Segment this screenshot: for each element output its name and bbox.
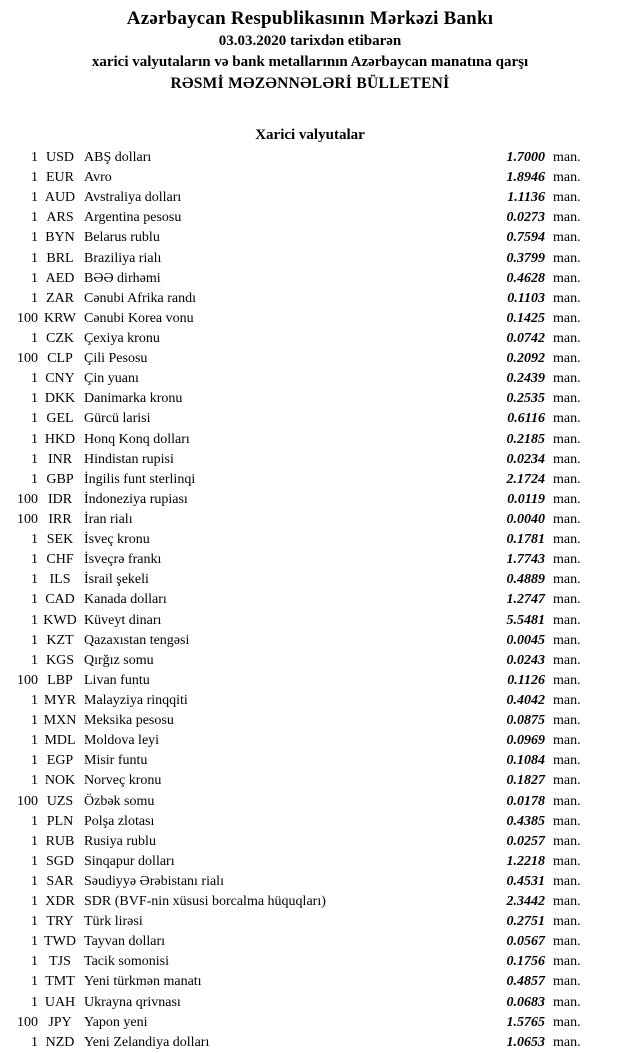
row-unit-label: man. [553,954,581,970]
table-row [0,208,620,228]
row-quantity: 1 [31,552,38,568]
row-currency-name: Tacik somonisi [84,954,169,970]
table-row [0,1013,620,1033]
row-quantity: 1 [31,230,38,246]
row-currency-name: Çexiya kronu [84,330,160,346]
row-rate-value: 0.0040 [506,511,545,527]
table-row [0,530,620,550]
row-unit-label: man. [553,773,581,789]
table-row [0,289,620,309]
row-rate-value: 0.3799 [506,250,545,266]
row-currency-code: AED [45,270,75,286]
row-quantity: 1 [31,1034,38,1050]
row-rate-value: 0.2751 [506,914,545,930]
row-quantity: 100 [17,672,38,688]
row-currency-name: İran rialı [84,511,133,527]
row-unit-label: man. [553,894,581,910]
row-currency-code: IDR [47,491,73,507]
table-row [0,369,620,389]
row-unit-label: man. [553,451,581,467]
row-rate-value: 0.2535 [506,391,545,407]
row-rate-value: 2.1724 [506,471,545,487]
row-unit-label: man. [553,371,581,387]
row-quantity: 100 [17,351,38,367]
row-currency-code: MXN [43,713,77,729]
row-rate-value: 0.0243 [506,652,545,668]
row-currency-code: NOK [44,773,76,789]
table-row [0,389,620,409]
row-quantity: 100 [17,491,38,507]
row-currency-name: ABŞ dolları [84,150,152,165]
row-currency-code: CNY [45,371,75,387]
row-currency-name: SDR (BVF-nin xüsusi borcalma hüquqları) [84,894,326,910]
table-row [0,430,620,450]
row-quantity: 1 [31,290,38,306]
row-currency-code: KWD [43,612,77,628]
row-currency-code: ILS [49,572,71,588]
row-unit-label: man. [553,994,581,1010]
rates-table [0,148,620,1053]
row-currency-name: Rusiya rublu [84,833,156,849]
row-currency-name: Yeni türkmən manatı [84,974,202,990]
row-rate-value: 0.0969 [506,733,545,749]
row-rate-value: 0.0045 [506,632,545,648]
row-quantity: 100 [17,793,38,809]
table-row [0,550,620,570]
row-currency-code: CLP [47,351,73,367]
table-row [0,751,620,771]
row-rate-value: 0.0683 [506,994,545,1010]
row-rate-value: 0.1781 [506,532,545,548]
row-currency-name: Braziliya rialı [84,250,162,266]
row-currency-code: PLN [46,813,74,829]
row-quantity: 1 [31,733,38,749]
row-unit-label: man. [553,813,581,829]
row-rate-value: 0.0273 [506,210,545,226]
row-currency-code: CHF [46,552,74,568]
row-unit-label: man. [553,250,581,266]
row-currency-name: Küveyt dinarı [84,612,162,628]
table-row [0,470,620,490]
table-row [0,510,620,530]
row-currency-name: Misir funtu [84,753,148,769]
row-currency-code: LBP [47,672,73,688]
table-row [0,269,620,289]
row-currency-name: Avstraliya dolları [84,190,182,206]
row-unit-label: man. [553,974,581,990]
row-currency-name: Norveç kronu [84,773,162,789]
row-rate-value: 1.1136 [507,190,545,206]
row-currency-name: Moldova leyi [84,733,160,749]
row-unit-label: man. [553,290,581,306]
row-currency-code: DKK [44,391,76,407]
row-quantity: 1 [31,713,38,729]
row-rate-value: 0.1084 [506,753,545,769]
row-unit-label: man. [553,411,581,427]
table-row [0,912,620,932]
row-currency-name: Ukrayna qrivnası [84,994,181,1010]
row-rate-value: 5.5481 [506,612,545,628]
row-currency-code: MDL [44,733,76,749]
row-currency-name: İngilis funt sterlinqi [84,471,196,487]
row-unit-label: man. [553,351,581,367]
row-currency-code: MYR [44,692,76,708]
row-rate-value: 0.4042 [506,692,545,708]
row-currency-code: ZAR [46,290,74,306]
section-title-foreign-currencies: Xarici valyutalar [255,127,365,143]
row-unit-label: man. [553,652,581,668]
row-unit-label: man. [553,210,581,226]
row-currency-name: Hindistan rupisi [84,451,174,467]
row-unit-label: man. [553,833,581,849]
row-rate-value: 1.8946 [506,170,545,186]
row-quantity: 1 [31,411,38,427]
row-currency-code: GEL [46,411,74,427]
row-rate-value: 1.7743 [506,552,545,568]
table-row [0,611,620,631]
row-rate-value: 0.4857 [506,974,545,990]
row-unit-label: man. [553,632,581,648]
table-row [0,329,620,349]
row-quantity: 1 [31,170,38,186]
subject-line: xarici valyutaların və bank metallarının Azərbaycan manatına qarşı [91,54,529,70]
row-rate-value: 0.7594 [506,230,545,246]
row-currency-code: TRY [46,914,74,930]
bulletin-header [0,0,620,95]
table-row [0,409,620,429]
row-quantity: 1 [31,914,38,930]
row-currency-name: İsveç kronu [84,532,150,548]
row-quantity: 1 [31,150,38,165]
table-row [0,631,620,651]
row-quantity: 1 [31,652,38,668]
row-currency-name: Kanada dolları [84,592,167,608]
row-rate-value: 1.2218 [506,853,545,869]
row-currency-name: Argentina pesosu [84,210,182,226]
row-rate-value: 0.0257 [506,833,545,849]
table-row [0,711,620,731]
row-rate-value: 1.7000 [506,150,545,165]
row-unit-label: man. [553,793,581,809]
row-currency-name: Cənubi Korea vonu [84,310,194,326]
row-unit-label: man. [553,230,581,246]
row-currency-code: UAH [44,994,76,1010]
table-row [0,490,620,510]
row-quantity: 1 [31,371,38,387]
row-rate-value: 0.1425 [506,310,545,326]
row-currency-name: Meksika pesosu [84,713,174,729]
table-row [0,590,620,610]
row-currency-code: BYN [45,230,75,246]
row-currency-name: BƏƏ dirhəmi [84,270,161,286]
table-row [0,972,620,992]
row-currency-name: Danimarka kronu [84,391,183,407]
row-rate-value: 0.2092 [506,351,545,367]
row-currency-name: Malayziya rinqqiti [84,692,188,708]
row-currency-code: BRL [46,250,74,266]
row-unit-label: man. [553,552,581,568]
table-row [0,852,620,872]
row-currency-code: UZS [46,793,74,809]
row-currency-name: Qırğız somu [84,652,154,668]
table-row [0,812,620,832]
row-rate-value: 1.5765 [506,1014,545,1030]
row-unit-label: man. [553,733,581,749]
row-rate-value: 0.0119 [507,491,545,507]
row-unit-label: man. [553,612,581,628]
row-unit-label: man. [553,330,581,346]
row-quantity: 1 [31,974,38,990]
row-unit-label: man. [553,1034,581,1050]
row-currency-name: Honq Konq dolları [84,431,190,447]
row-currency-code: IRR [48,511,72,527]
row-rate-value: 0.1126 [507,672,545,688]
row-currency-code: INR [47,451,73,467]
row-quantity: 1 [31,210,38,226]
row-currency-code: RUB [45,833,75,849]
row-rate-value: 0.2439 [506,371,545,387]
row-quantity: 1 [31,894,38,910]
row-currency-name: İsrail şekeli [84,572,149,588]
row-quantity: 1 [31,451,38,467]
row-currency-name: İsveçrə frankı [84,552,162,568]
row-quantity: 1 [31,270,38,286]
row-quantity: 1 [31,471,38,487]
row-unit-label: man. [553,471,581,487]
row-unit-label: man. [553,491,581,507]
row-currency-name: Səudiyyə Ərəbistanı rialı [84,873,224,889]
row-unit-label: man. [553,310,581,326]
row-quantity: 1 [31,813,38,829]
row-currency-name: Tayvan dolları [84,934,166,950]
row-currency-code: HKD [44,431,76,447]
row-rate-value: 0.1103 [507,290,545,306]
row-rate-value: 0.0178 [506,793,545,809]
row-rate-value: 0.0742 [506,330,545,346]
row-rate-value: 1.2747 [506,592,545,608]
row-currency-name: Özbək somu [84,793,155,809]
row-quantity: 1 [31,592,38,608]
table-row [0,651,620,671]
row-unit-label: man. [553,1014,581,1030]
row-rate-value: 0.0234 [506,451,545,467]
row-currency-name: Sinqapur dolları [84,853,175,869]
table-row [0,1033,620,1053]
row-unit-label: man. [553,532,581,548]
row-unit-label: man. [553,914,581,930]
row-currency-code: TWD [44,934,76,950]
row-currency-name: Çili Pesosu [84,351,148,367]
row-currency-code: TJS [49,954,71,970]
table-row [0,932,620,952]
table-row [0,349,620,369]
row-currency-name: Yeni Zelandiya dolları [84,1034,210,1050]
row-rate-value: 0.0567 [506,934,545,950]
row-rate-value: 2.3442 [506,894,545,910]
row-currency-name: İndoneziya rupiası [84,491,188,507]
row-currency-code: SAR [46,873,74,889]
row-quantity: 1 [31,873,38,889]
table-row [0,570,620,590]
row-quantity: 1 [31,572,38,588]
table-row [0,892,620,912]
table-row [0,993,620,1013]
row-currency-code: CAD [45,592,75,608]
row-rate-value: 0.6116 [507,411,545,427]
row-quantity: 1 [31,330,38,346]
row-currency-name: Yapon yeni [84,1014,148,1030]
row-unit-label: man. [553,150,581,165]
row-unit-label: man. [553,170,581,186]
row-currency-name: Polşa zlotası [84,813,155,829]
row-currency-name: Türk lirəsi [84,914,143,930]
table-row [0,228,620,248]
bulletin-title-line: RƏSMİ MƏZƏNNƏLƏRİ BÜLLETENİ [170,75,450,92]
row-rate-value: 0.4628 [506,270,545,286]
row-rate-value: 1.0653 [506,1034,545,1050]
row-quantity: 1 [31,853,38,869]
row-quantity: 1 [31,753,38,769]
row-quantity: 1 [31,692,38,708]
row-currency-name: Avro [84,170,112,186]
row-unit-label: man. [553,572,581,588]
row-currency-code: EUR [46,170,74,186]
row-unit-label: man. [553,511,581,527]
row-unit-label: man. [553,692,581,708]
row-rate-value: 0.1827 [506,773,545,789]
row-quantity: 1 [31,934,38,950]
row-currency-code: KRW [44,310,76,326]
row-quantity: 1 [31,954,38,970]
row-unit-label: man. [553,270,581,286]
table-row [0,872,620,892]
table-row [0,168,620,188]
row-quantity: 100 [17,310,38,326]
row-quantity: 1 [31,532,38,548]
row-unit-label: man. [553,713,581,729]
row-currency-code: XDR [45,894,75,910]
table-row [0,309,620,329]
date-line: 03.03.2020 tarixdən etibarən [218,33,402,49]
row-rate-value: 0.4889 [506,572,545,588]
row-currency-code: TMT [45,974,75,990]
row-unit-label: man. [553,592,581,608]
row-quantity: 1 [31,190,38,206]
row-currency-code: GBP [46,471,74,487]
row-unit-label: man. [553,753,581,769]
row-currency-code: USD [45,150,74,165]
table-row [0,952,620,972]
table-row [0,148,620,168]
row-currency-name: Gürcü larisi [84,411,151,427]
row-currency-code: KGS [45,652,74,668]
table-row [0,771,620,791]
table-row [0,188,620,208]
row-currency-code: SGD [45,853,74,869]
row-rate-value: 0.0875 [506,713,545,729]
row-rate-value: 0.1756 [506,954,545,970]
row-quantity: 1 [31,612,38,628]
row-unit-label: man. [553,190,581,206]
row-currency-code: KZT [46,632,74,648]
row-unit-label: man. [553,431,581,447]
row-currency-code: CZK [46,330,74,346]
row-quantity: 1 [31,250,38,266]
row-currency-code: SEK [46,532,74,548]
table-row [0,691,620,711]
row-unit-label: man. [553,391,581,407]
row-currency-code: AUD [44,190,76,206]
row-currency-name: Belarus rublu [84,230,160,246]
table-row [0,792,620,812]
row-quantity: 1 [31,994,38,1010]
table-row [0,249,620,269]
page-title: Azərbaycan Respublikasının Mərkəzi Bankı [126,8,494,29]
row-currency-code: NZD [45,1034,75,1050]
row-currency-name: Qazaxıstan tengəsi [84,632,190,648]
row-unit-label: man. [553,853,581,869]
row-currency-name: Cənubi Afrika randı [84,290,196,306]
row-currency-code: ARS [46,210,74,226]
row-unit-label: man. [553,934,581,950]
table-row [0,832,620,852]
table-row [0,450,620,470]
row-rate-value: 0.2185 [506,431,545,447]
row-rate-value: 0.4385 [506,813,545,829]
row-quantity: 1 [31,773,38,789]
row-unit-label: man. [553,672,581,688]
row-quantity: 1 [31,391,38,407]
row-currency-code: JPY [48,1014,72,1030]
row-quantity: 100 [17,1014,38,1030]
row-rate-value: 0.4531 [506,873,545,889]
row-currency-name: Çin yuanı [84,371,139,387]
row-quantity: 1 [31,833,38,849]
table-row [0,731,620,751]
row-unit-label: man. [553,873,581,889]
row-currency-name: Livan funtu [84,672,150,688]
row-quantity: 1 [31,632,38,648]
row-quantity: 100 [17,511,38,527]
row-quantity: 1 [31,431,38,447]
table-row [0,671,620,691]
row-currency-code: EGP [46,753,74,769]
